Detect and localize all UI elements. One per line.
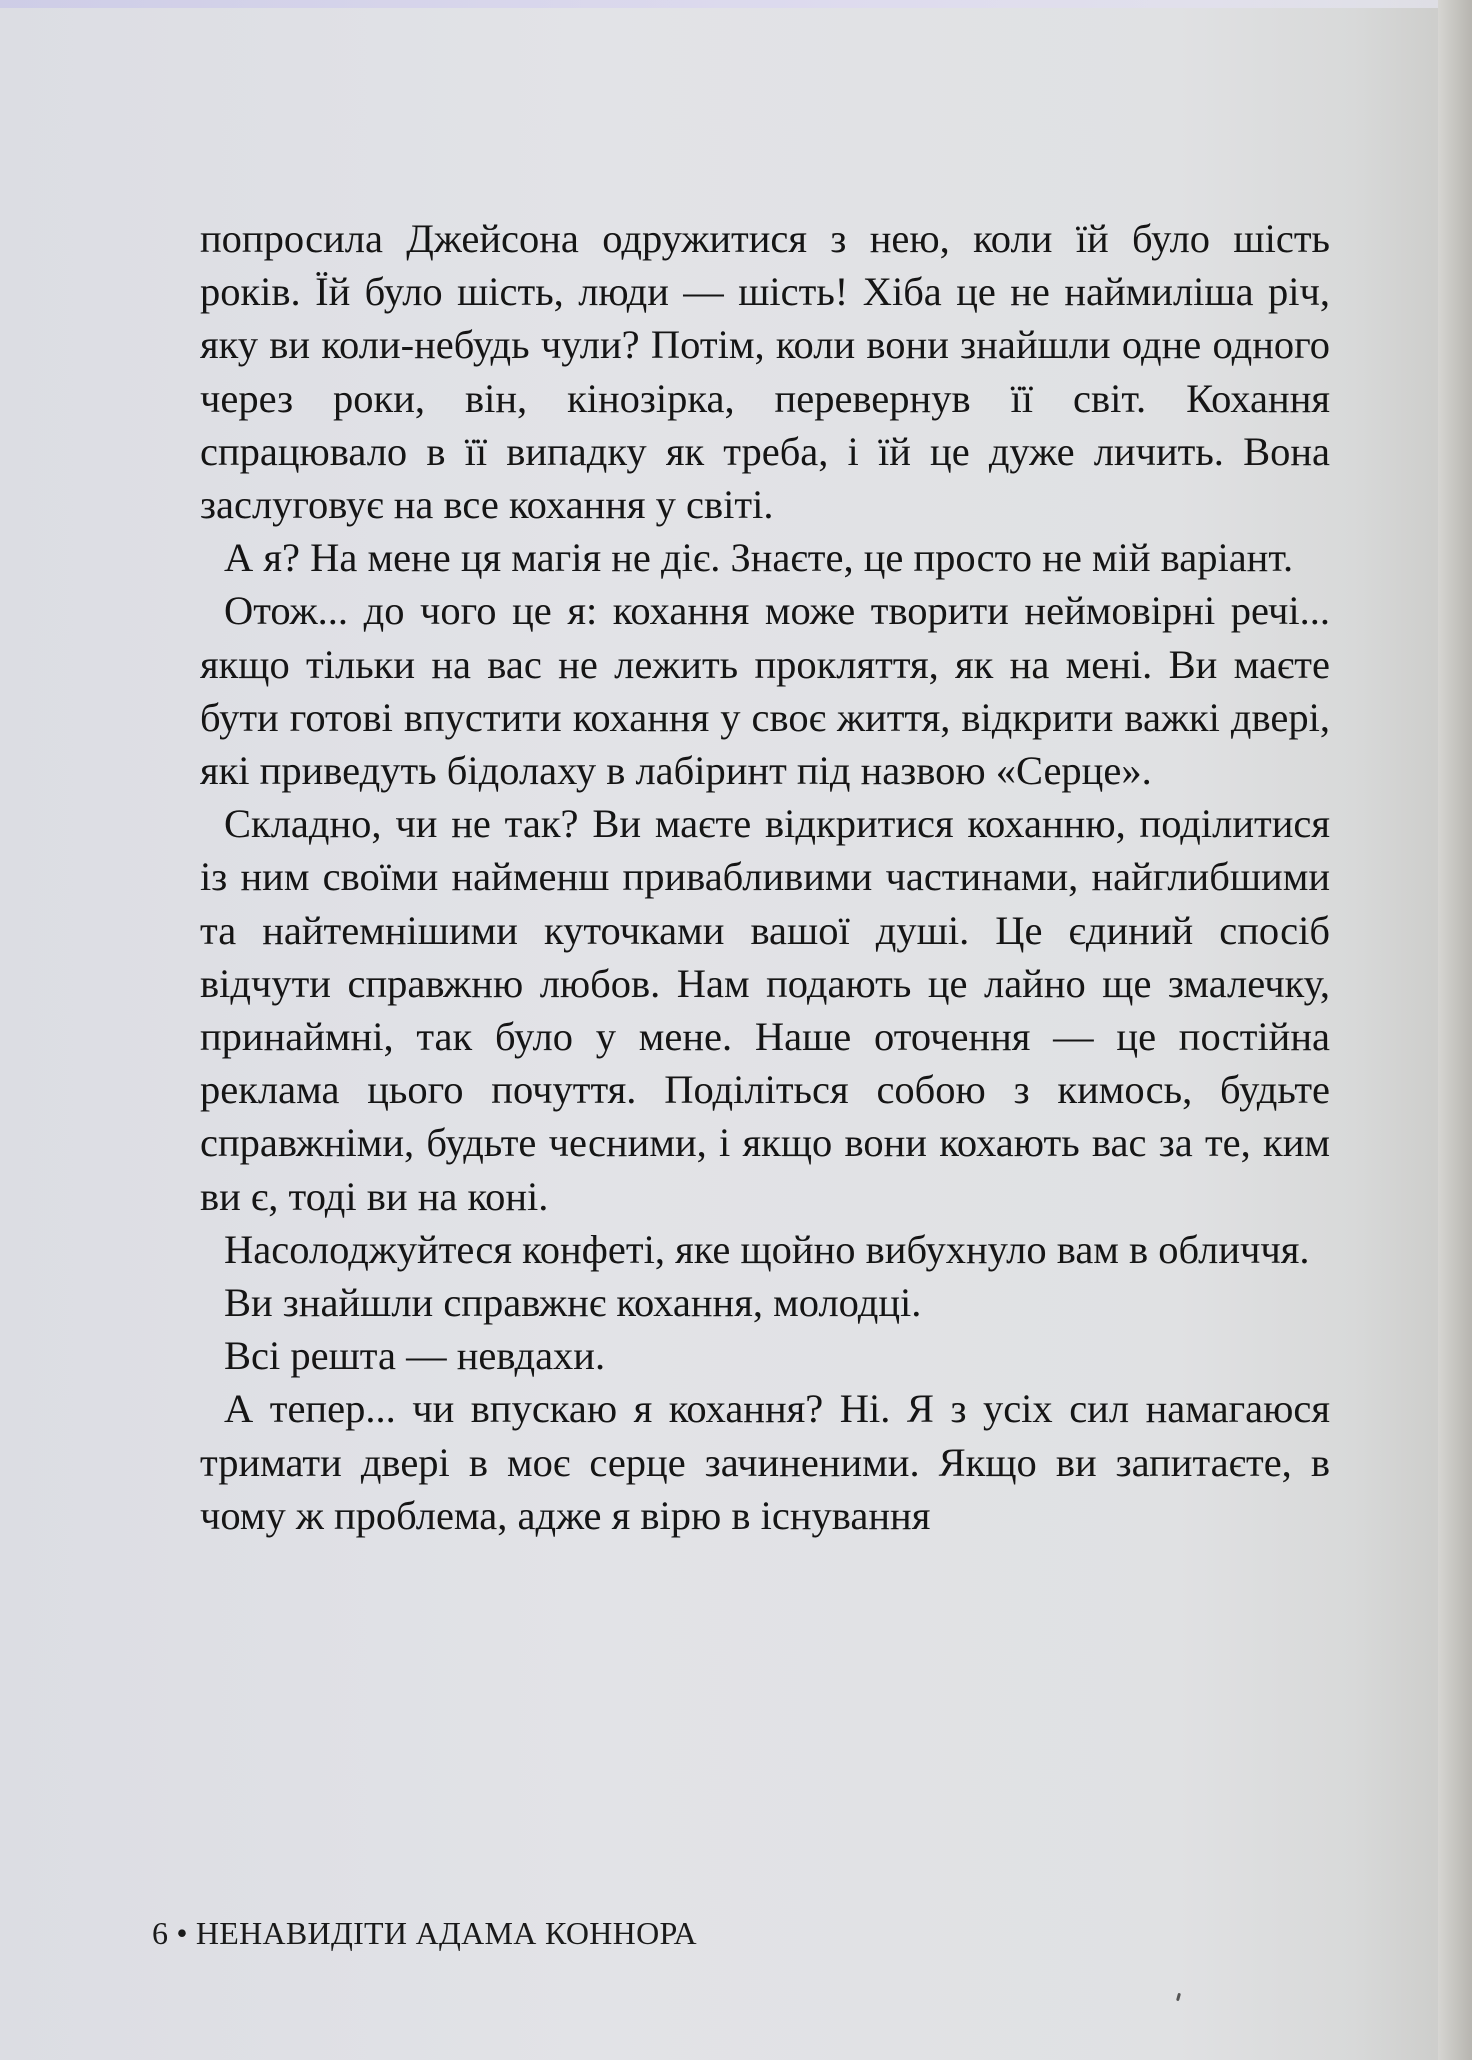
paragraph: Складно, чи не так? Ви маєте відкритися коханню, поділитися із ним своїми найменш привабливими частинами, найглибшими та найтемнішими куточками вашої душі. Це єдиний спосіб відчути справжню любов. Нам подають це лайно ще змалечку, принаймні, так було у мене. Наше оточення — це постійна реклама цього почуття. Поділіться собою з кимось, будьте справжніми, будьте чесними, і якщо вони кохають вас за те, ким ви є, тоді ви на коні.	[200, 801, 1330, 1219]
paragraph: Отож... до чого це я: кохання може творити неймовірні речі... якщо тільки на вас не лежить прокляття, як на мені. Ви маєте бути готові впустити кохання у своє життя, відкрити важкі двері, які приведуть бідолаху в лабіринт під назвою «Серце».	[200, 588, 1330, 794]
dust-speck	[1176, 1993, 1181, 2002]
running-footer	[152, 1915, 697, 1952]
paragraph: Ви знайшли справжнє кохання, молодці.	[224, 1280, 922, 1326]
paragraph-continued: попросила Джейсона одружитися з нею, коли їй було шість років. Їй було шість, люди — шість! Хіба це не наймиліша річ, яку ви коли-небудь чули? Потім, коли вони знайшли одне одного через роки, він, кінозірка, перевернув її світ. Кохання спрацювало в її випадку як треба, і їй це дуже личить. Вона заслуговує на все кохання у світі.	[200, 216, 1330, 528]
paragraph: Насолоджуйтеся конфеті, яке щойно вибухнуло вам в обличчя.	[224, 1226, 1310, 1272]
bullet-separator: •	[176, 1915, 188, 1951]
body-text	[200, 212, 1330, 1542]
running-title: НЕНАВИДІТИ АДАМА КОННОРА	[195, 1915, 697, 1951]
paragraph: А тепер... чи впускаю я кохання? Ні. Я з усіх сил намагаюся тримати двері в моє серце зачиненими. Якщо ви запитаєте, в чому ж проблема, адже я вірю в існування	[200, 1386, 1330, 1538]
page-number: 6	[152, 1915, 169, 1951]
paragraph: Всі решта — невдахи.	[224, 1333, 606, 1379]
page-edge-shadow	[1438, 0, 1472, 2060]
paragraph: А я? На мене ця магія не діє. Знаєте, це просто не мій варіант.	[224, 535, 1294, 581]
